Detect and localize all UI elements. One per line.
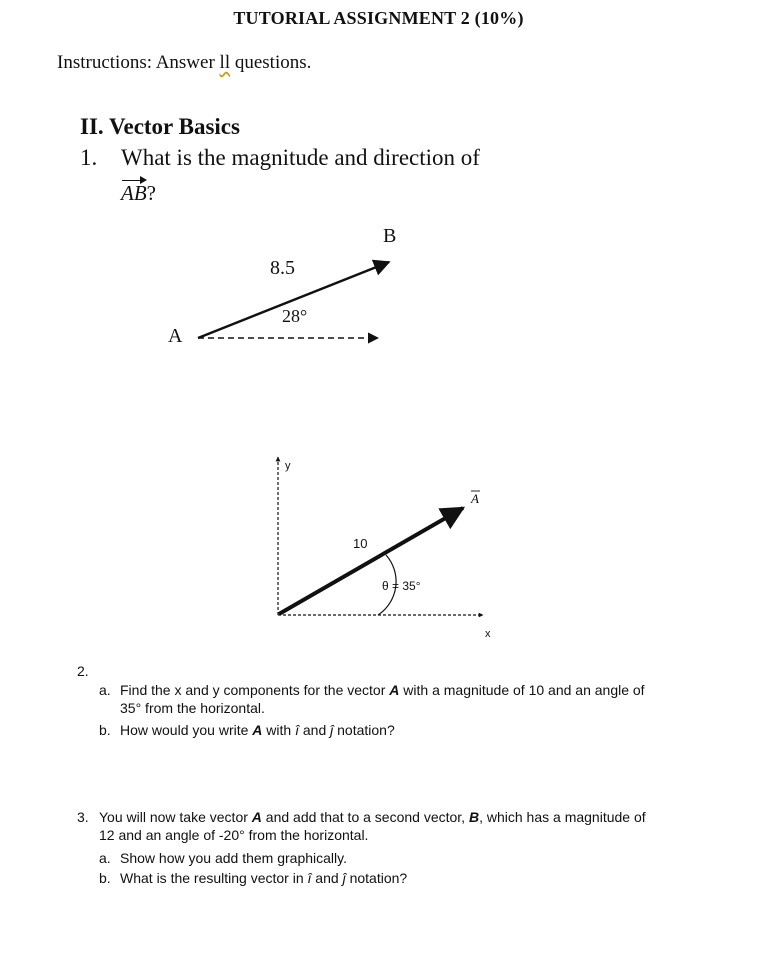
q3-vector-a: A — [251, 809, 262, 825]
figure1-label-b: B — [383, 225, 397, 247]
question3-number: 3. — [77, 809, 89, 825]
question1-text: What is the magnitude and direction of — [121, 145, 480, 170]
q2b-and: and — [298, 722, 331, 738]
q3b-text-2: notation? — [345, 870, 408, 886]
q3b-i-hat: î — [307, 870, 312, 886]
q3-vector-b: B — [468, 809, 480, 825]
q2b-text-1: How would you write — [120, 722, 253, 738]
question2-b-text — [120, 721, 395, 739]
figure1-label-a: A — [168, 325, 183, 347]
q2b-vector: A — [252, 722, 263, 738]
assignment-title: TUTORIAL ASSIGNMENT 2 (10%) — [233, 8, 524, 28]
q3-text-1: You will now take vector — [99, 809, 252, 825]
q2b-text-3: notation? — [333, 722, 395, 738]
vector-ab-label: AB — [121, 181, 147, 205]
question2-a-text — [120, 681, 660, 717]
q3b-and: and — [311, 870, 343, 886]
figure1-angle: 28° — [282, 306, 308, 326]
instructions-prefix: Instructions: Answer — [57, 52, 220, 73]
instructions-suffix: questions. — [230, 52, 312, 73]
figure2-diagram — [265, 455, 505, 645]
q2b-i-hat: î — [295, 722, 299, 738]
question3-a-label: a. — [99, 850, 111, 866]
figure1-magnitude: 8.5 — [270, 257, 295, 279]
question2-b-label: b. — [99, 722, 111, 738]
question1-number: 1. — [80, 145, 98, 170]
q3-text-3: , which has a magnitude of 12 and an angle of -20° from the horizontal. — [99, 809, 646, 843]
question3-b-text — [120, 869, 407, 887]
figure2-angle: θ = 35° — [382, 579, 421, 593]
q2b-text-2: with — [262, 722, 296, 738]
question3-text — [99, 808, 659, 844]
question2-number: 2. — [77, 663, 89, 679]
figure2-vector-label: A — [471, 491, 479, 506]
figure2-vector-a — [279, 508, 463, 614]
figure2-y-label: y — [285, 460, 291, 472]
question3-b-label: b. — [99, 870, 111, 886]
q2a-text-1: Find the x and y components for the vector — [120, 682, 390, 698]
instructions — [57, 52, 311, 74]
q2a-vector: A — [389, 682, 400, 698]
q3-text-2: and add that to a second vector, — [261, 809, 469, 825]
q3b-text-1: What is the resulting vector in — [120, 870, 308, 886]
instructions-highlight: ll — [219, 52, 231, 73]
question1-vector — [121, 181, 156, 206]
section-heading: II. Vector Basics — [80, 114, 240, 139]
figure1-diagram — [160, 220, 420, 360]
question2-a-label: a. — [99, 682, 111, 698]
q2a-text-2: with a magnitude of 10 and an angle of 35° from the horizontal. — [120, 682, 645, 716]
figure2-x-label: x — [485, 628, 491, 640]
figure2-magnitude: 10 — [353, 536, 368, 551]
question3-a-text: Show how you add them graphically. — [120, 850, 347, 866]
q3b-j-hat: ĵ — [342, 870, 346, 886]
question1-suffix: ? — [146, 181, 156, 205]
q2b-j-hat: ĵ — [330, 722, 334, 738]
